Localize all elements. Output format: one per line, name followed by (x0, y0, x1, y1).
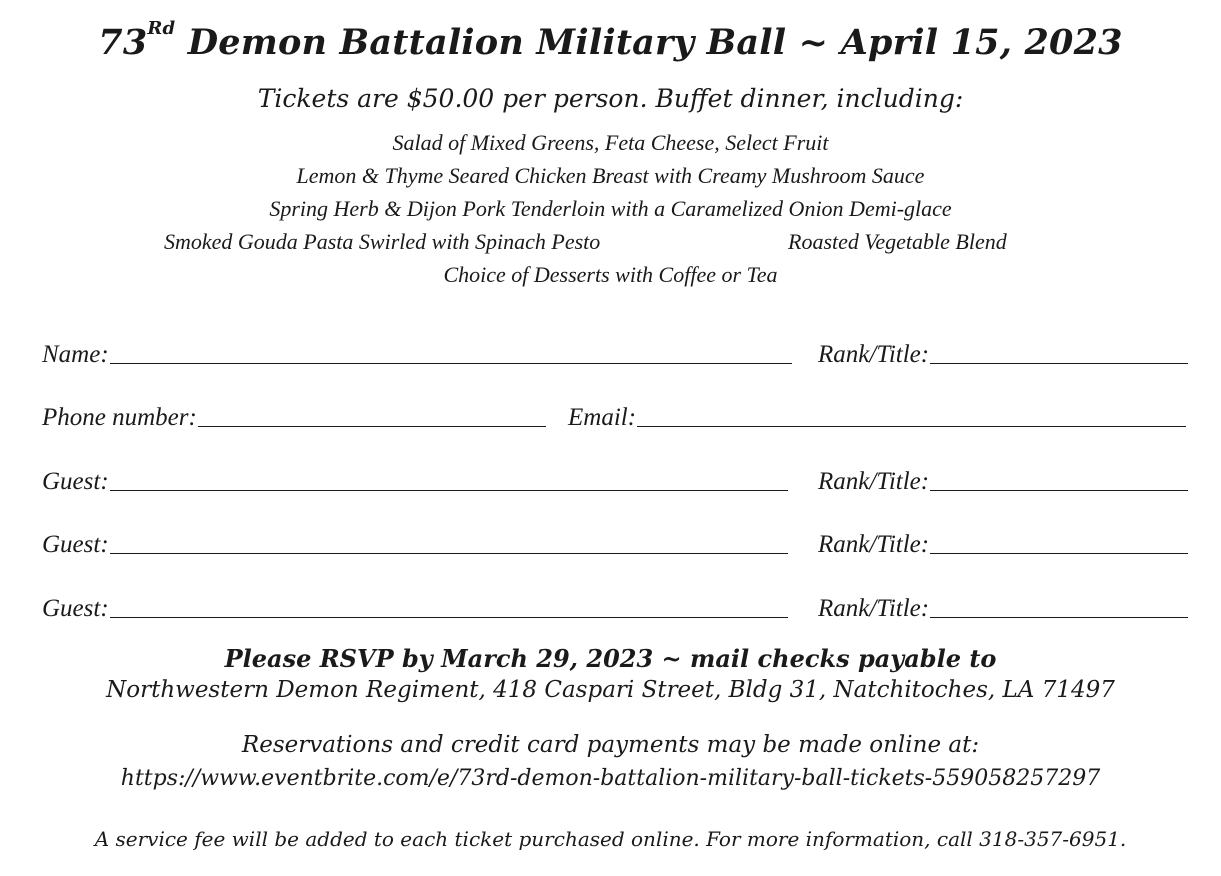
email-field[interactable] (568, 397, 1186, 431)
menu-item-pasta: Smoked Gouda Pasta Swirled with Spinach Pesto (164, 229, 601, 254)
rsvp-deadline: Please RSVP by March 29, 2023 ~ mail checks payable to (224, 644, 997, 673)
menu-item-vegetables: Roasted Vegetable Blend (788, 229, 1007, 254)
guest-line[interactable] (110, 553, 788, 554)
rank-field-1[interactable] (818, 334, 1188, 368)
guest-field-1[interactable] (42, 461, 788, 495)
menu-item-desserts: Choice of Desserts with Coffee or Tea (443, 262, 778, 287)
name-field[interactable] (42, 334, 792, 368)
rank-label: Rank/Title: (818, 531, 930, 558)
rank-line[interactable] (930, 490, 1188, 491)
title-superscript: Rd (147, 18, 176, 39)
menu-item-pork: Spring Herb & Dijon Pork Tenderloin with a Caramelized Onion Demi-glace (269, 196, 952, 221)
phone-field[interactable] (42, 397, 546, 431)
phone-line[interactable] (198, 426, 546, 427)
phone-label: Phone number: (42, 404, 197, 431)
service-fee-note: A service fee will be added to each ticket purchased online. For more information, call 318-357-6951. (94, 827, 1127, 851)
menu-item-chicken: Lemon & Thyme Seared Chicken Breast with Creamy Mushroom Sauce (296, 163, 925, 188)
ticket-price-line: Tickets are $50.00 per person. Buffet dinner, including: (257, 84, 964, 113)
mailing-address: Northwestern Demon Regiment, 418 Caspari Street, Bldg 31, Natchitoches, LA 71497 (106, 677, 1115, 703)
guest-field-3[interactable] (42, 588, 788, 622)
eventbrite-link[interactable]: https://www.eventbrite.com/e/73rd-demon-battalion-military-ball-tickets-559058257297 (120, 766, 1101, 791)
name-label: Name: (42, 341, 109, 368)
guest-line[interactable] (110, 617, 788, 618)
email-label: Email: (568, 404, 637, 431)
rank-line[interactable] (930, 617, 1188, 618)
rank-field-4[interactable] (818, 588, 1188, 622)
rank-field-2[interactable] (818, 461, 1188, 495)
online-payment-note: Reservations and credit card payments may be made online at: (241, 732, 980, 758)
page-title (0, 18, 1221, 63)
rank-field-3[interactable] (818, 524, 1188, 558)
guest-label: Guest: (42, 531, 109, 558)
menu-item-salad: Salad of Mixed Greens, Feta Cheese, Select Fruit (392, 130, 829, 155)
guest-label: Guest: (42, 595, 109, 622)
rank-line[interactable] (930, 363, 1188, 364)
title-number: 73 (98, 22, 148, 63)
email-line[interactable] (637, 426, 1186, 427)
rank-label: Rank/Title: (818, 468, 930, 495)
guest-line[interactable] (110, 490, 788, 491)
name-line[interactable] (110, 363, 792, 364)
rank-label: Rank/Title: (818, 595, 930, 622)
rank-label: Rank/Title: (818, 341, 930, 368)
title-text: Demon Battalion Military Ball ~ April 15, 2023 (175, 22, 1123, 63)
guest-field-2[interactable] (42, 524, 788, 558)
rank-line[interactable] (930, 553, 1188, 554)
guest-label: Guest: (42, 468, 109, 495)
